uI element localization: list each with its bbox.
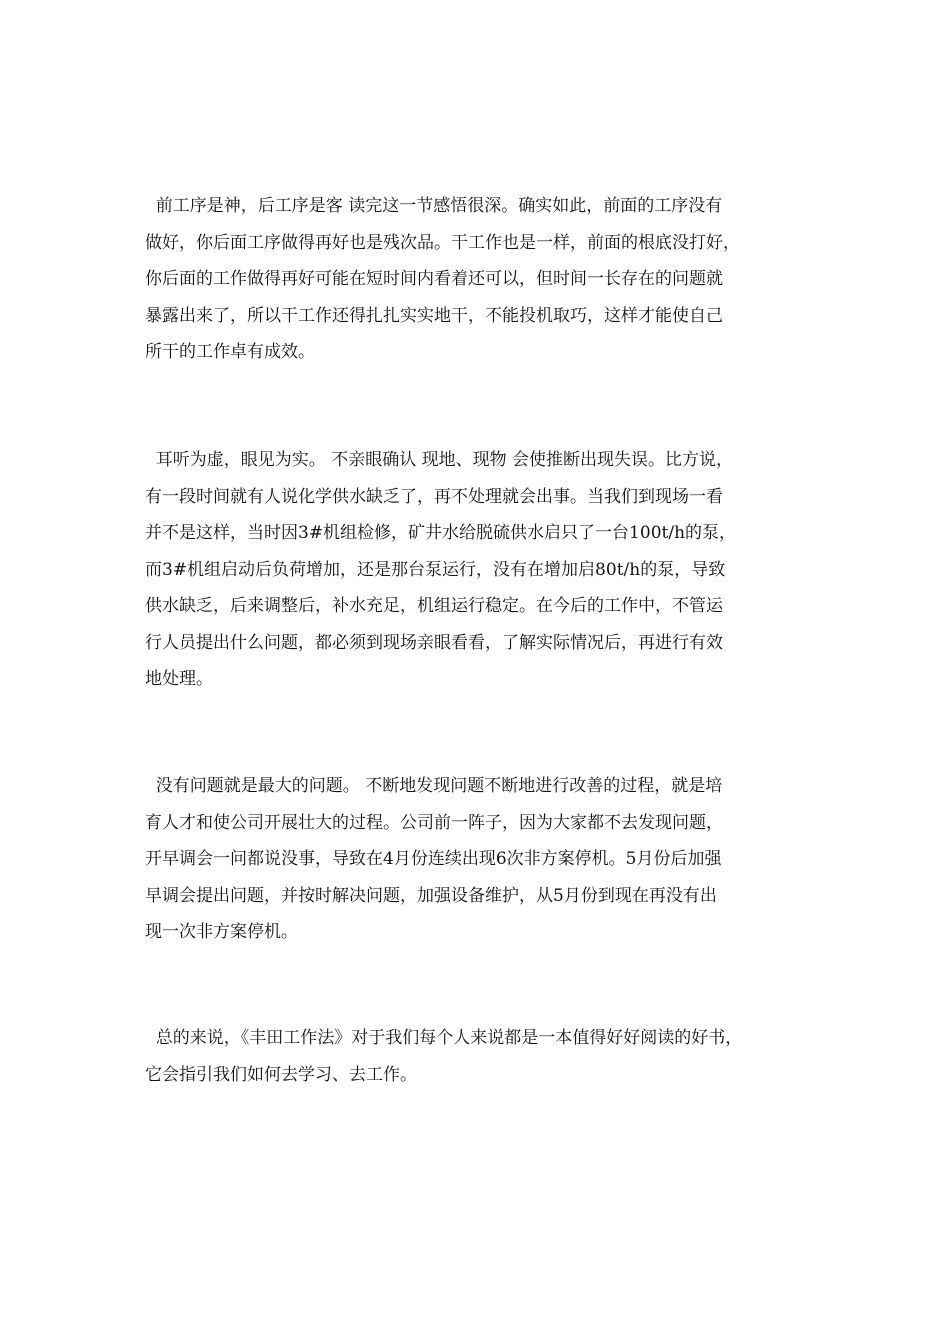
paragraph-4 — [145, 1020, 815, 1093]
paragraph-line: 所干的工作卓有成效。 — [145, 342, 315, 362]
paragraph-line: 行人员提出什么问题，都必须到现场亲眼看看，了解实际情况后，再进行有效 — [145, 632, 723, 653]
paragraph-line: 现一次非方案停机。 — [145, 922, 298, 942]
paragraph-line: 供水缺乏，后来调整后，补水充足，机组运行稳定。在今后的工作中，不管运 — [145, 596, 723, 616]
paragraph-line: 总的来说，《丰田工作法》对于我们每个人来说都是一本值得好好阅读的好书， — [145, 1028, 743, 1048]
paragraph-line: 而3#机组启动后负荷增加，还是那台泵运行，没有在增加启80t/h的泵，导致 — [145, 559, 726, 580]
paragraph-line: 做好，你后面工序做得再好也是残次品。干工作也是一样，前面的根底没打好， — [145, 232, 740, 253]
paragraph-line: 耳听为虚，眼见为实。 不亲眼确认 现地、现物 会使推断出现失误。比方说， — [145, 450, 734, 470]
paragraph-line: 暴露出来了，所以干工作还得扎扎实实地干，不能投机取巧，这样才能使自己 — [145, 305, 723, 326]
paragraph-line: 育人才和使公司开展壮大的过程。公司前一阵子，因为大家都不去发现问题， — [145, 812, 723, 833]
paragraph-line: 前工序是神，后工序是客 读完这一节感悟很深。确实如此，前面的工序没有 — [145, 196, 723, 216]
paragraph-line: 它会指引我们如何去学习、去工作。 — [145, 1064, 417, 1085]
paragraph-1 — [145, 188, 815, 371]
paragraph-3 — [145, 768, 815, 951]
paragraph-line: 有一段时间就有人说化学供水缺乏了，再不处理就会出事。当我们到现场一看 — [145, 486, 723, 507]
paragraph-2 — [145, 442, 815, 698]
paragraph-line: 你后面的工作做得再好可能在短时间内看着还可以，但时间一长存在的问题就 — [145, 269, 723, 289]
paragraph-line: 并不是这样，当时因3#机组检修，矿井水给脱硫供水启只了一台100t/h的泵， — [145, 523, 737, 543]
paragraph-line: 开早调会一问都说没事，导致在4月份连续出现6次非方案停机。5月份后加强 — [145, 849, 722, 869]
paragraph-line: 地处理。 — [145, 669, 213, 689]
paragraph-line: 没有问题就是最大的问题。 不断地发现问题不断地进行改善的过程，就是培 — [145, 776, 723, 796]
paragraph-line: 早调会提出问题，并按时解决问题，加强设备维护，从5月份到现在再没有出 — [145, 885, 717, 906]
